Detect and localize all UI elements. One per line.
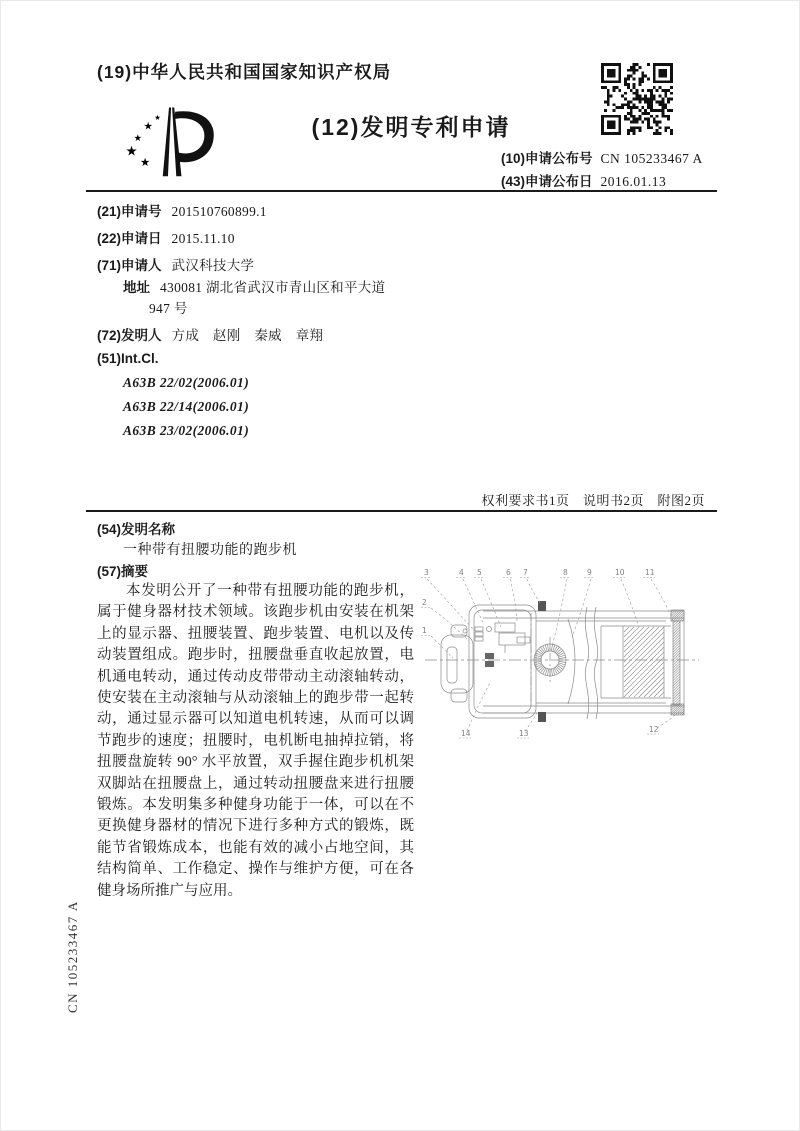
figure-label: 9 [587, 568, 592, 577]
figure-drawing [425, 601, 699, 722]
application-number-label: (21)申请号 [97, 204, 162, 219]
figure-label: 8 [563, 568, 568, 577]
body-divider-line [86, 510, 717, 512]
int-class-item: A63B 22/02(2006.01) [123, 375, 250, 390]
inventors-value: 方成 赵刚 秦威 章翔 [171, 328, 324, 343]
figure-label: 10 [615, 568, 625, 577]
applicant-value: 武汉科技大学 [171, 258, 255, 273]
publication-date-value: 2016.01.13 [600, 174, 667, 189]
figure-label: 1 [422, 626, 427, 635]
inventors-row [97, 324, 323, 344]
document-type-title: (12)发明专利申请 [311, 114, 511, 140]
logo-star-icon: ★ [143, 120, 153, 133]
figure-label: 7 [523, 568, 528, 577]
figure-label: 4 [459, 568, 464, 577]
intcl-label: (51)Int.Cl. [97, 351, 159, 366]
int-class-item: A63B 22/14(2006.01) [123, 399, 250, 414]
sidebar-publication-number: CN 105233467 A [65, 900, 80, 1013]
figure-label: 5 [477, 568, 482, 577]
figure-leader-lines [427, 579, 681, 731]
qr-code [601, 63, 673, 135]
logo-star-icon: ★ [125, 143, 138, 160]
logo-crescent [174, 111, 214, 162]
figure-label: 11 [645, 568, 655, 577]
figure-label: 6 [506, 568, 511, 577]
logo-star-icon: ★ [154, 113, 161, 123]
logo-star-icon: ★ [139, 154, 151, 169]
logo-tower-left [163, 108, 171, 177]
figure-label: 2 [422, 598, 427, 607]
applicant-row [97, 254, 254, 274]
address-label: 地址 [123, 280, 150, 295]
publication-number-label: (10)申请公布号 [501, 151, 593, 166]
address-row2 [149, 297, 188, 317]
application-number-row [97, 200, 267, 220]
issuing-office-title: (19)中华人民共和国国家知识产权局 [97, 62, 392, 82]
figure-label: 14 [461, 729, 471, 738]
patent-figure [421, 563, 703, 753]
publication-number-row [501, 147, 703, 167]
section-54-label: (54)发明名称 [97, 522, 176, 537]
publication-number-value: CN 105233467 A [600, 151, 703, 166]
figure-label: 13 [519, 729, 529, 738]
logo-star-icon: ★ [133, 132, 142, 144]
application-date-value: 2015.11.10 [171, 231, 235, 246]
figure-label: 3 [424, 568, 429, 577]
patent-figure-container [421, 563, 703, 753]
int-class-item: A63B 23/02(2006.01) [123, 423, 250, 438]
publication-date-label: (43)申请公布日 [501, 174, 593, 189]
figure-label: 12 [649, 725, 659, 734]
header-divider-line [86, 190, 717, 192]
application-date-label: (22)申请日 [97, 231, 162, 246]
application-date-row [97, 227, 235, 247]
address-line1: 430081 湖北省武汉市青山区和平大道 [160, 280, 386, 295]
address-row [123, 276, 385, 296]
section-57-label: (57)摘要 [97, 564, 149, 579]
address-line2: 947 号 [149, 301, 188, 316]
applicant-label: (71)申请人 [97, 258, 162, 273]
pages-info: 权利要求书1页 说明书2页 附图2页 [481, 493, 705, 508]
sipo-logo [117, 103, 221, 187]
inventors-label: (72)发明人 [97, 328, 162, 343]
publication-date-row [501, 170, 666, 190]
application-number-value: 201510760899.1 [171, 204, 267, 219]
intcl-row [97, 351, 159, 367]
abstract-text: 本发明公开了一种带有扭腰功能的跑步机，属于健身器材技术领域。该跑步机由安装在机架上的显示器、扭腰装置、跑步装置、电机以及传动装置组成。跑步时，扭腰盘垂直收起放置，电机通电转动，通过传动皮带带动主动滚轴转动，使安装在主动滚轴与从动滚轴上的跑步带一起转动，通过显示器可以知道电机转速，从而可以调节跑步的速度；扭腰时，电机断电抽掉拉销，将扭腰盘旋转 90° 水平放置，双手握住跑步机机架双脚站在扭腰盘上，通过转动扭腰盘来进行扭腰锻炼。本发明集多种健身功能于一体，可以在不更换健身器材的情况下进行多种方式的锻炼，既能节省锻炼成本，也能有效的减小占地空间，其结构简单、工作稳定、操作与维护方便，可在各健身场所推广与应用。 [97, 583, 414, 899]
invention-title: 一种带有扭腰功能的跑步机 [123, 543, 297, 558]
